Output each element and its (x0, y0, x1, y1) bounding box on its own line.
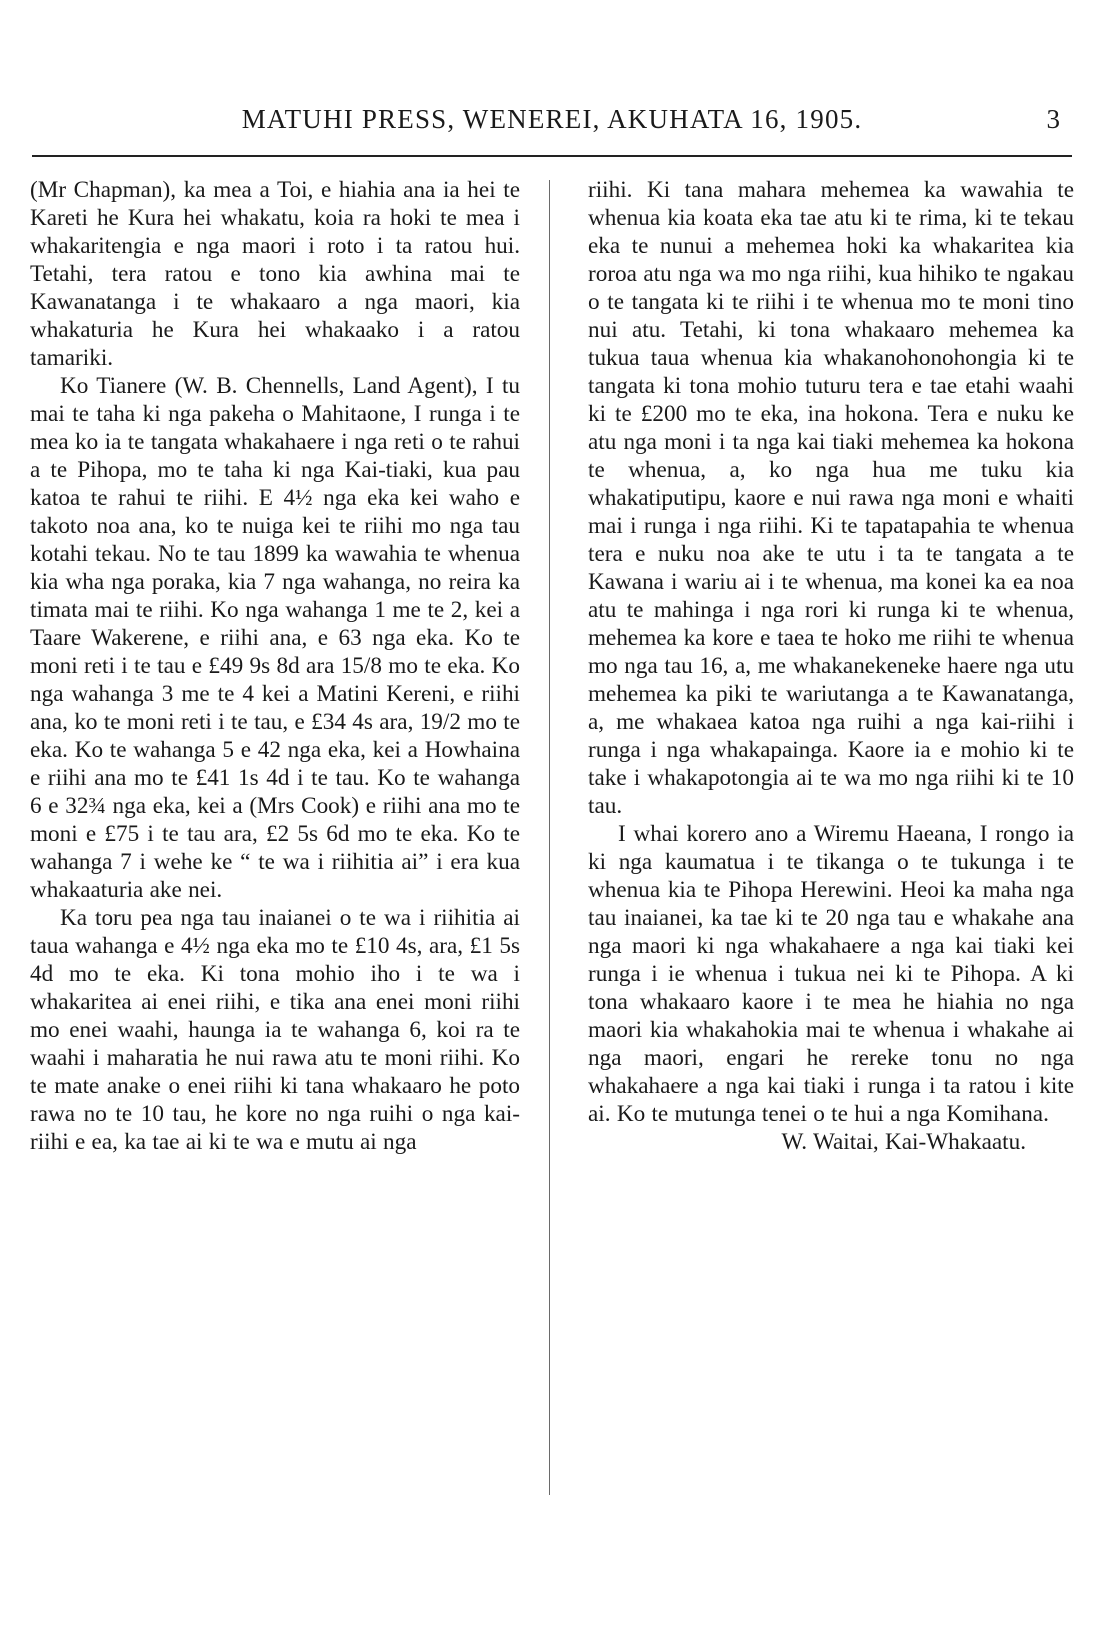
running-title: MATUHI PRESS, WENEREI, AKUHATA 16, 1905. (241, 104, 863, 134)
column-divider (549, 180, 550, 1495)
paragraph: Ko Tianere (W. B. Chennells, Land Agent), I tu mai te taha ki nga pakeha o Mahitaone, I runga i te mea ko ia te tangata whakahaere i nga reti o te rahui a te Pihopa, mo te taha ki nga Kai-tiaki, kua pau katoa te rahui te riihi. E 4½ nga eka kei waho e takoto noa ana, ko te nuiga kei te riihi mo nga tau kotahi tekau. No te tau 1899 ka wawahia te whenua kia wha nga poraka, kia 7 nga wahanga, no reira ka timata mai te riihi. Ko nga wahanga 1 me te 2, kei a Taare Wakerene, e riihi ana, e 63 nga eka. Ko te moni reti i te tau e £49 9s 8d ara 15/8 mo te eka. Ko nga wahanga 3 me te 4 kei a Matini Kereni, e riihi ana, ko te moni reti i te tau, e £34 4s ara, 19/2 mo te eka. Ko te wahanga 5 e 42 nga eka, kei a Howhaina e riihi ana mo te £41 1s 4d i te tau. Ko te wahanga 6 e 32¾ nga eka, kei a (Mrs Cook) e riihi ana mo te moni e £75 i te tau ara, £2 5s 6d mo te eka. Ko te wahanga 7 i wehe ke “ te wa i riihitia ai” i era kua whakaaturia ake nei. (30, 373, 520, 903)
paragraph: (Mr Chapman), ka mea a Toi, e hiahia ana ia hei te Kareti he Kura hei whakatu, koia ra hoki te mea i whakaritengia e nga maori i roto i ta ratou hui. Tetahi, tera ratou e tono kia awhina mai te Kawanatanga i te whakaaro a nga maori, kia whakaturia he Kura hei whakaako i a ratou tamariki. (30, 177, 520, 371)
paragraph: Ka toru pea nga tau inaianei o te wa i riihitia ai taua wahanga e 4½ nga eka mo te £10 4s, ara, £1 5s 4d mo te eka. Ki tona mohio iho i te wa i whakaritea ai enei riihi, e tika ana enei moni riihi mo enei waahi, haunga ia te wahanga 6, koi ra te waahi i maharatia he nui rawa atu te moni riihi. Ko te mate anake o enei riihi ki tana whakaaro he poto rawa no te 10 tau, he kore no nga ruihi o nga kai-riihi e ea, ka tae ai ki te wa e mutu ai nga (30, 905, 520, 1155)
right-column (588, 176, 1074, 1506)
page-header (32, 104, 1072, 140)
header-rule (32, 155, 1072, 157)
left-column (30, 176, 520, 1506)
page-number: 3 (1046, 104, 1060, 134)
signature: W. Waitai, Kai-Whakaatu. (781, 1129, 1026, 1155)
paragraph: riihi. Ki tana mahara mehemea ka wawahia te whenua kia koata eka tae atu ki te rima, ki te tekau eka te nunui a mehemea hoki ka whakaritea kia roroa atu nga wa mo nga riihi, kua hihiko te ngakau o te tangata ki te riihi i te whenua mo te moni tino nui atu. Tetahi, ki tona whakaaro mehemea ka tukua taua whenua kia whakanohonohongia ki te tangata ki tona mohio tuturu tera e tae etahi waahi ki te £200 mo te eka, ina hokona. Tera e nuku ke atu nga moni i ta nga kai tiaki mehemea ka hokona te whenua, a, ko nga hua me tuku kia whakatiputipu, kaore e nui rawa nga moni e whaiti mai i runga i nga riihi. Ki te tapatapahia te whenua tera e nuku noa ake te utu i ta te tangata a te Kawana i wariu ai i te whenua, ma konei ka ea noa atu te mahinga i nga rori ki runga ki te whenua, mehemea ka kore e taea te hoko me riihi te whenua mo nga tau 16, a, me whakanekeneke haere nga utu mehemea ka piki te wariutanga a te Kawanatanga, a, me whakaea katoa nga ruihi a nga kai-riihi i runga i nga whakapainga. Kaore ia e mohio ki te take i whakapotongia ai te wa mo nga riihi ki te 10 tau. (588, 177, 1074, 819)
paragraph: I whai korero ano a Wiremu Haeana, I rongo ia ki nga kaumatua i te tikanga o te tukunga i te whenua kia te Pihopa Herewini. Heoi ka maha nga tau inaianei, ka tae ki te 20 nga tau e whakahe ana nga maori ki nga whakahaere a nga kai tiaki kei runga i ie whenua i tukua nei ki te Pihopa. A ki tona whakaaro kaore i te mea he hiahia no nga maori kia whakahokia mai te whenua i whakahe ai nga maori, engari he rereke tonu no nga whakahaere a nga kai tiaki i runga i ta ratou i kite ai. Ko te mutunga tenei o te hui a nga Komihana. (588, 821, 1074, 1127)
